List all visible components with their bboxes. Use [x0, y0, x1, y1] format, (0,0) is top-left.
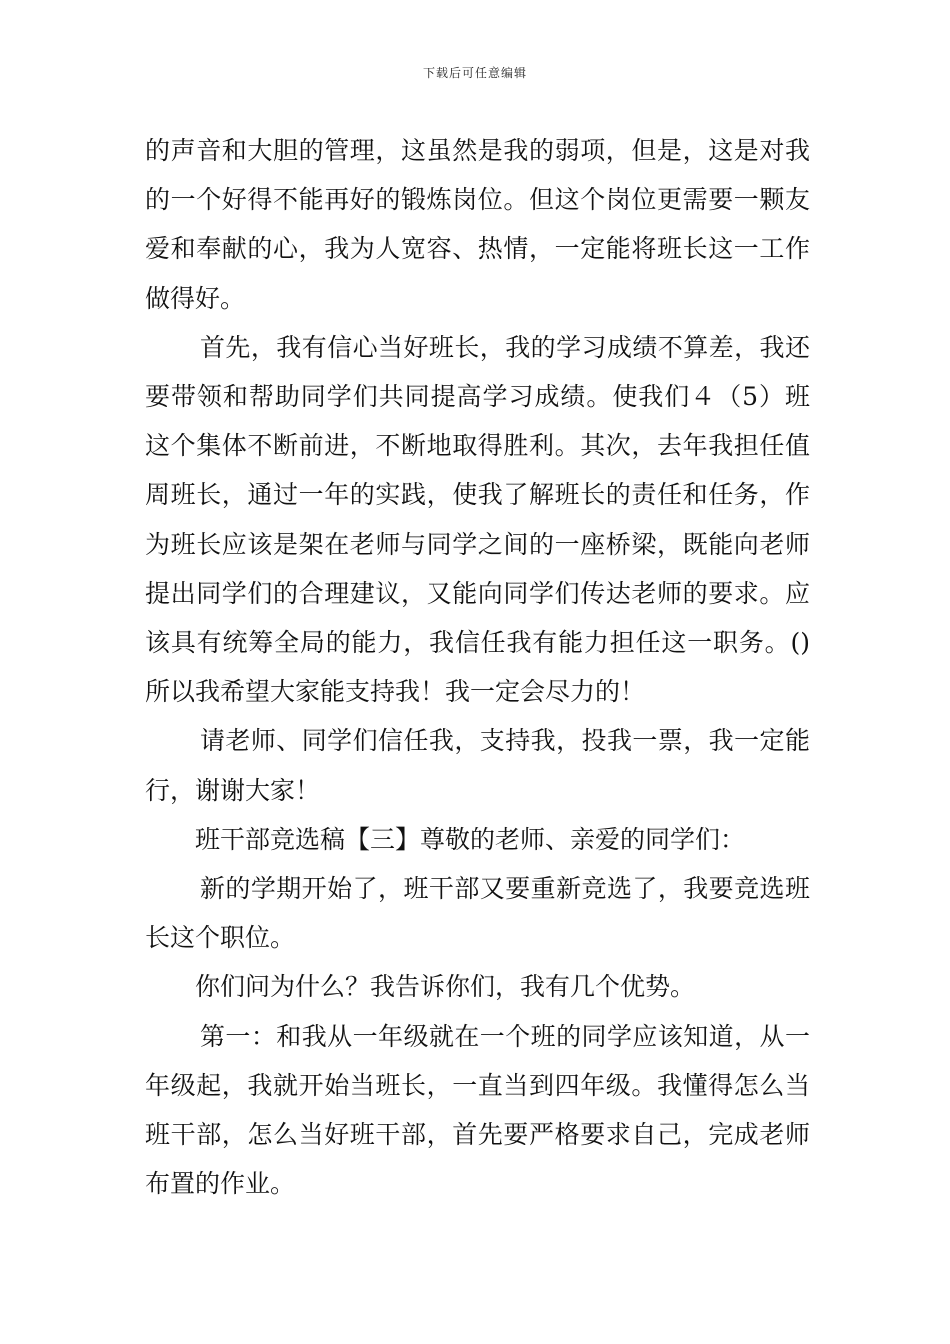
document-body	[145, 126, 810, 1208]
paragraph-6: 你们问为什么？我告诉你们，我有几个优势。	[195, 972, 696, 1002]
page-header: 下载后可任意编辑	[422, 66, 527, 80]
paragraph-5: 新的学期开始了，班干部又要重新竞选了，我要竞选班长这个职位。	[145, 874, 810, 953]
paragraph-2: 首先，我有信心当好班长，我的学习成绩不算差，我还要带领和帮助同学们共同提高学习成绩。使我们４（5）班这个集体不断前进，不断地取得胜利。其次，去年我担任值周班长，通过一年的实践，使我了解班长的责任和任务，作为班长应该是架在老师与同学之间的一座桥梁，既能向老师提出同学们的合理建议，又能向同学们传达老师的要求。应该具有统筹全局的能力，我信任我有能力担任这一职务。()所以我希望大家能支持我！我一定会尽力的！	[145, 332, 810, 707]
paragraph-1: 的声音和大胆的管理，这虽然是我的弱项，但是，这是对我的一个好得不能再好的锻炼岗位。但这个岗位更需要一颗友爱和奉献的心，我为人宽容、热情，一定能将班长这一工作做得好。	[145, 136, 810, 313]
paragraph-4: 班干部竞选稿【三】尊敬的老师、亲爱的同学们：	[195, 824, 746, 854]
paragraph-3: 请老师、同学们信任我，支持我，投我一票，我一定能行，谢谢大家！	[145, 726, 810, 805]
paragraph-7: 第一：和我从一年级就在一个班的同学应该知道，从一年级起，我就开始当班长，一直当到四年级。我懂得怎么当班干部，怎么当好班干部，首先要严格要求自己，完成老师布置的作业。	[145, 1021, 810, 1199]
